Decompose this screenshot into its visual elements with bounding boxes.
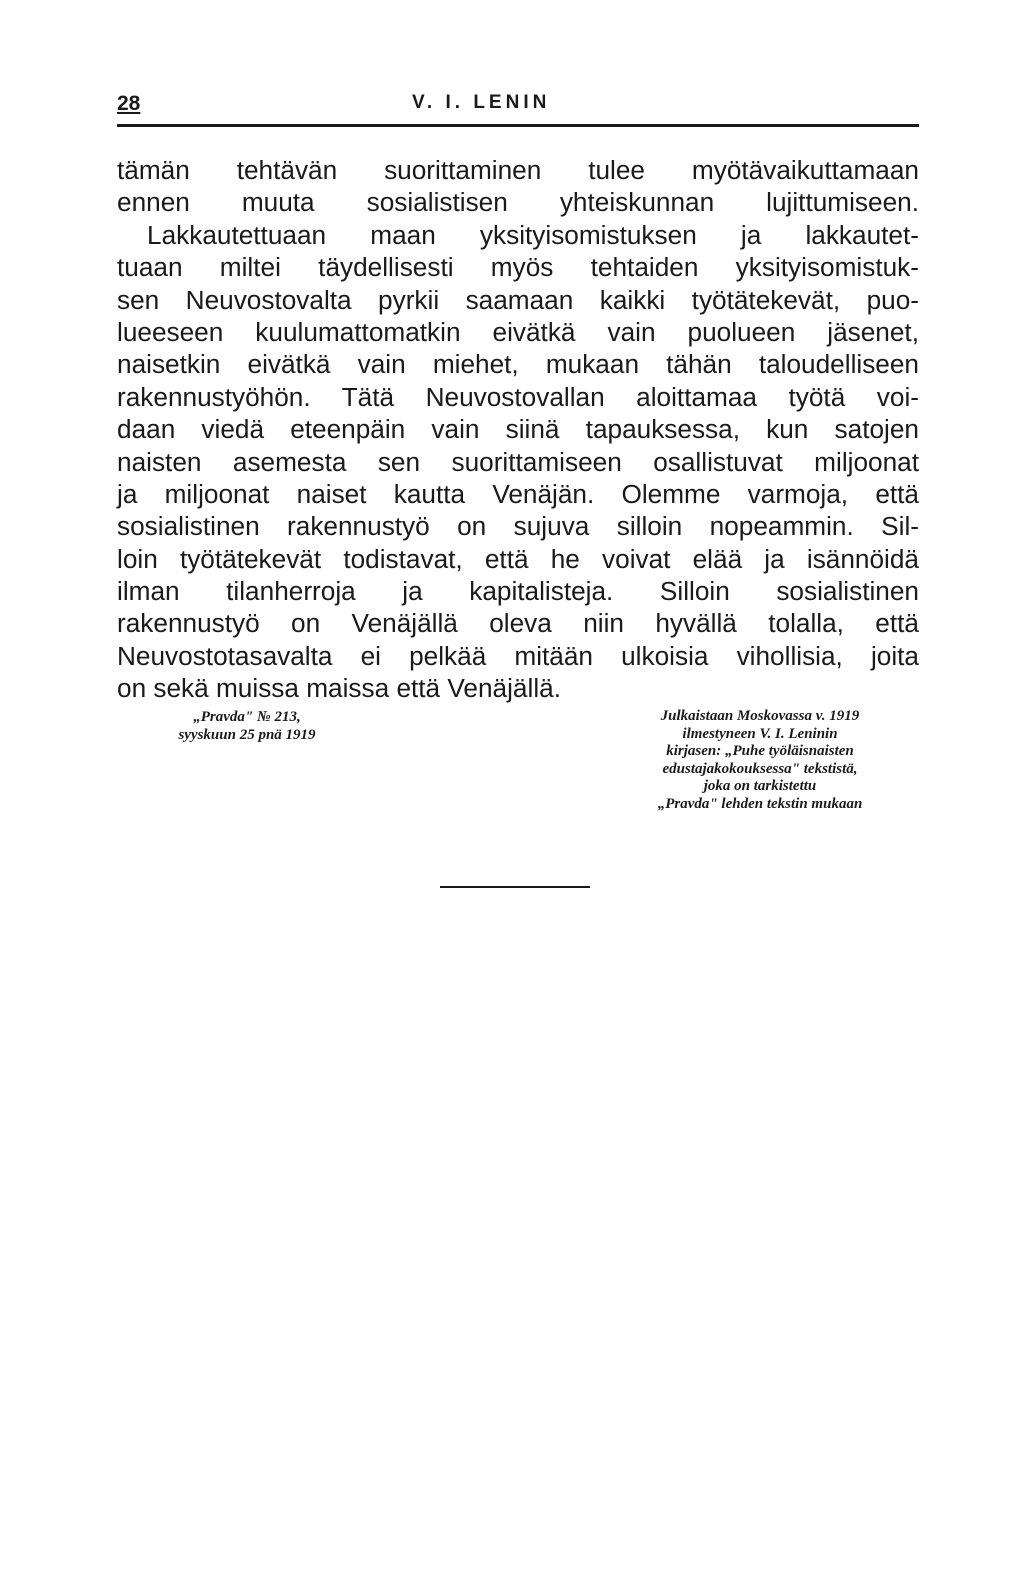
body-line: Neuvostotasavalta ei pelkää mitään ulkoisia vihollisia, joita xyxy=(117,640,919,671)
page-number: 28 xyxy=(117,92,141,115)
body-line: lueeseen kuulumattomatkin eivätkä vain puolueen jäsenet, xyxy=(117,316,919,347)
source-line: kirjasen: „Puhe työläisnaisten xyxy=(666,743,854,759)
body-text xyxy=(117,154,919,705)
source-line: „Pravda" lehden tekstin mukaan xyxy=(657,795,863,812)
body-line: Lakkautettuaan maan yksityisomistuksen ja lakkautet- xyxy=(147,219,919,250)
source-line: syyskuun 25 pnä 1919 xyxy=(178,727,316,743)
body-line: tuaan miltei täydellisesti myös tehtaiden yksityisomistuk- xyxy=(117,252,919,283)
body-line: daan viedä eteenpäin vain siinä tapauksessa, kun satojen xyxy=(117,414,919,445)
body-line: naisetkin eivätkä vain miehet, mukaan tähän taloudelliseen xyxy=(117,349,919,380)
source-line: Julkaistaan Moskovassa v. 1919 xyxy=(660,708,860,724)
body-line: rakennustyö on Venäjällä oleva niin hyvällä tolalla, että xyxy=(117,608,919,639)
body-line: naisten asemesta sen suorittamiseen osallistuvat miljoonat xyxy=(117,446,919,477)
source-line: „Pravda" № 213, xyxy=(193,709,301,725)
body-line: sosialistinen rakennustyö on sujuva silloin nopeammin. Sil- xyxy=(117,511,919,542)
body-line: rakennustyöhön. Tätä Neuvostovallan aloittamaa työtä voi- xyxy=(117,381,919,412)
body-line: ja miljoonat naiset kautta Venäjän. Olemme varmoja, että xyxy=(117,478,919,509)
body-line: ennen muuta sosialistisen yhteiskunnan lujittumiseen. xyxy=(117,187,919,218)
source-line: joka on tarkistettu xyxy=(703,778,817,794)
running-head-title: V. I. LENIN xyxy=(412,92,551,113)
end-rule xyxy=(440,886,590,888)
source-citation-right xyxy=(580,708,940,813)
body-line: on sekä muissa maissa että Venäjällä. xyxy=(117,673,561,704)
body-line: ilman tilanherroja ja kapitalisteja. Silloin sosialistinen xyxy=(117,576,919,607)
body-line: loin työtätekevät todistavat, että he voivat elää ja isännöidä xyxy=(117,543,919,574)
running-head xyxy=(117,92,919,122)
source-line: ilmestyneen V. I. Leninin xyxy=(682,725,838,742)
source-citation-left xyxy=(117,708,377,744)
source-line: edustajakokouksessa" tekstistä, xyxy=(662,760,858,777)
body-line: sen Neuvostovalta pyrkii saamaan kaikki työtätekevät, puo- xyxy=(117,284,919,315)
body-line: tämän tehtävän suorittaminen tulee myötävaikuttamaan xyxy=(117,155,919,185)
header-rule xyxy=(117,124,919,127)
